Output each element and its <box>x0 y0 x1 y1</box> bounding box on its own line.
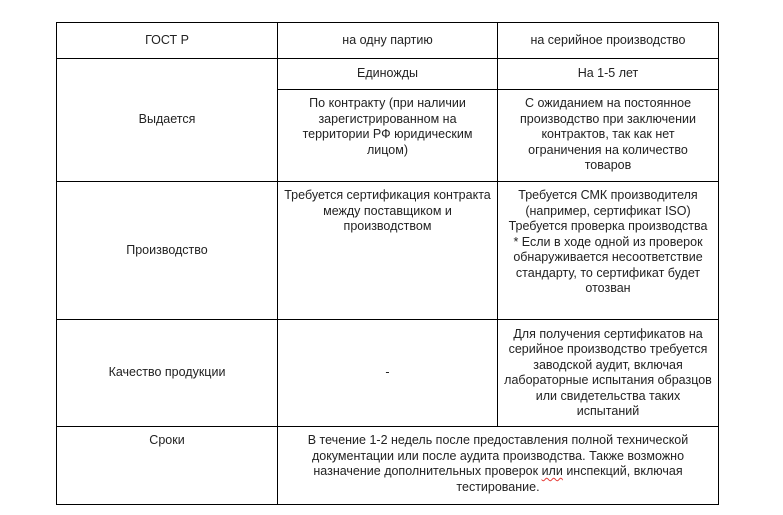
issued-row <box>57 59 719 90</box>
production-serial-line: Требуется проверка производства <box>508 219 708 233</box>
terms-row <box>57 427 719 505</box>
production-serial-line: Требуется СМК производителя (например, сертификат ISO) <box>518 188 698 218</box>
production-serial <box>498 182 719 320</box>
header-serial: на серийное производство <box>498 23 719 59</box>
quality-serial: Для получения сертификатов на серийное производство требуется заводской аудит, включая лабораторные испытания образцов или свидетельства таких испытаний <box>498 320 719 427</box>
issued-serial-condition: С ожиданием на постоянное производство при заключении контрактов, так как нет ограничения на количество товаров <box>498 90 719 182</box>
header-row <box>57 23 719 59</box>
production-row <box>57 182 719 320</box>
quality-batch: - <box>278 320 498 427</box>
terms-flagged-word: или <box>541 464 563 478</box>
header-batch: на одну партию <box>278 23 498 59</box>
production-batch: Требуется сертификация контракта между поставщиком и производством <box>278 182 498 320</box>
issued-serial-frequency: На 1-5 лет <box>498 59 719 90</box>
issued-batch-condition: По контракту (при наличии зарегистрированном на территории РФ юридическим лицом) <box>278 90 498 182</box>
quality-row <box>57 320 719 427</box>
production-serial-line: * Если в ходе одной из проверок обнаруживается несоответствие стандарту, то сертификат будет отозван <box>513 234 703 295</box>
quality-label: Качество продукции <box>57 320 278 427</box>
terms-text <box>278 427 719 505</box>
header-gost: ГОСТ Р <box>57 23 278 59</box>
terms-text-after: инспекций, включая тестирование. <box>456 464 683 494</box>
production-label: Производство <box>57 182 278 320</box>
terms-text-before: В течение 1-2 недель после предоставления полной технической документации или после аудита производства. Также возможно назначение дополнительных проверок <box>307 433 689 478</box>
issued-label: Выдается <box>57 59 278 182</box>
terms-label: Сроки <box>57 427 278 505</box>
gost-comparison-table <box>56 22 719 505</box>
issued-batch-frequency: Единожды <box>278 59 498 90</box>
